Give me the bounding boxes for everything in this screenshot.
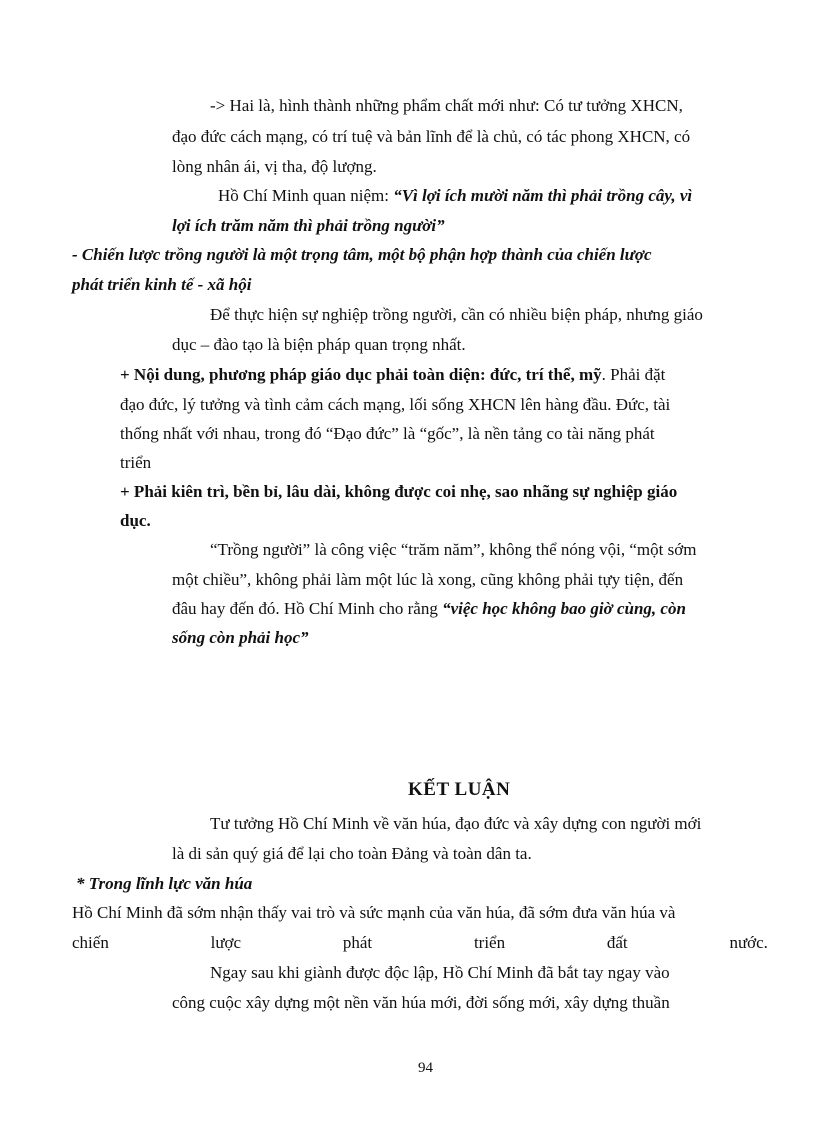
- quote-text: “Vì lợi ích mười năm thì phải trồng cây, vì: [393, 186, 693, 205]
- word: chiến: [72, 933, 109, 952]
- paragraph-line: triển: [120, 453, 152, 472]
- paragraph-line: [120, 365, 665, 385]
- quote-text: sống còn phải học”: [172, 628, 309, 647]
- normal-text: . Phải đặt: [601, 365, 666, 384]
- word: triển: [473, 933, 506, 952]
- section-heading: - Chiến lược trồng người là một trọng tâm, một bộ phận hợp thành của chiến lược: [72, 245, 652, 264]
- paragraph-line: dục – đào tạo là biện pháp quan trọng nhất.: [172, 335, 466, 354]
- paragraph-line: đạo đức cách mạng, có trí tuệ và bản lĩnh để là chủ, có tác phong XHCN, có: [172, 127, 691, 146]
- section-heading: phát triển kinh tế - xã hội: [72, 275, 252, 294]
- paragraph-line: Hồ Chí Minh đã sớm nhận thấy vai trò và sức mạnh của văn húa, đã sớm đưa văn húa và: [72, 903, 676, 922]
- paragraph-line: “Trồng người” là công việc “trăm năm”, không thể nóng vội, “một sớm: [210, 540, 697, 559]
- word: lược: [210, 933, 242, 952]
- paragraph-line: -> Hai là, hình thành những phẩm chất mới như: Có tư tưởng XHCN,: [210, 96, 683, 115]
- subsection-heading: * Trong lĩnh lực văn húa: [76, 874, 253, 893]
- paragraph-line: đạo đức, lý tưởng và tình cảm cách mạng, lối sống XHCN lên hàng đầu. Đức, tài: [120, 395, 671, 414]
- bold-statement: + Phải kiên trì, bền bỉ, lâu dài, không được coi nhẹ, sao nhãng sự nghiệp giáo: [120, 482, 678, 501]
- paragraph-line: Để thực hiện sự nghiệp trồng người, cần có nhiều biện pháp, nhưng giáo: [210, 305, 703, 324]
- bold-statement: + Nội dung, phương pháp giáo dục phải toàn diện: đức, trí thể, mỹ: [120, 365, 602, 384]
- quote-text: “việc học không bao giờ cùng, còn: [442, 599, 686, 618]
- paragraph-line: lòng nhân ái, vị tha, độ lượng.: [172, 157, 377, 176]
- word: phát: [342, 933, 373, 952]
- paragraph-line: Ngay sau khi giành được độc lập, Hồ Chí Minh đã bắt tay ngay vào: [210, 963, 670, 982]
- paragraph-line: là di sản quý giá để lại cho toàn Đảng và toàn dân ta.: [172, 844, 532, 863]
- quote-line: [172, 599, 686, 619]
- paragraph-line: một chiều”, không phải làm một lúc là xong, cũng không phải tựy tiện, đến: [172, 570, 684, 589]
- paragraph-line: thống nhất với nhau, trong đó “Đạo đức” là “gốc”, là nền tảng co tài năng phát: [120, 424, 655, 443]
- word: nước.: [729, 933, 768, 952]
- quote-line: [218, 186, 692, 206]
- page-number: 94: [418, 1060, 433, 1076]
- quote-text: lợi ích trăm năm thì phải trồng người”: [172, 216, 445, 235]
- word: đất: [606, 933, 628, 952]
- bold-statement: dục.: [120, 511, 151, 530]
- quote-intro: Hồ Chí Minh quan niệm:: [218, 186, 394, 205]
- section-title: KẾT LUẬN: [408, 779, 511, 800]
- paragraph-line: công cuộc xây dựng một nền văn húa mới, đời sống mới, xây dựng thuần: [172, 993, 670, 1012]
- justified-line: [72, 933, 768, 953]
- paragraph-line: Tư tưởng Hồ Chí Minh về văn húa, đạo đức và xây dựng con người mới: [210, 814, 702, 833]
- normal-text: đâu hay đến đó. Hồ Chí Minh cho rằng: [172, 599, 443, 618]
